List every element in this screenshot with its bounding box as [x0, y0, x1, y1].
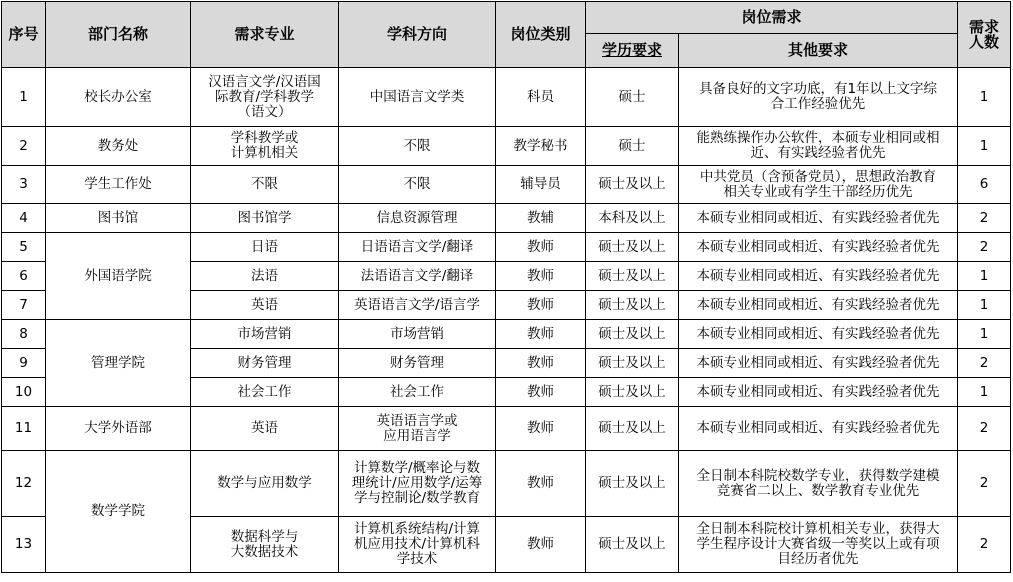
cell-seq: 13	[2, 517, 46, 573]
header-count: 需求 人数	[958, 2, 1011, 68]
cell-education: 硕士及以上	[586, 451, 679, 517]
cell-category: 教师	[496, 451, 586, 517]
cell-education: 硕士及以上	[586, 378, 679, 407]
cell-seq: 2	[2, 127, 46, 166]
cell-count: 2	[958, 407, 1011, 451]
header-seq: 序号	[2, 2, 46, 68]
cell-seq: 7	[2, 291, 46, 320]
cell-other: 本硕专业相同或相近、有实践经验者优先	[679, 320, 958, 349]
cell-seq: 5	[2, 233, 46, 262]
cell-other: 本硕专业相同或相近、有实践经验者优先	[679, 233, 958, 262]
cell-subject: 计算机系统结构/计算 机应用技术/计算机科 学技术	[339, 517, 496, 573]
header-dept: 部门名称	[46, 2, 191, 68]
cell-category: 教师	[496, 262, 586, 291]
cell-education: 硕士及以上	[586, 517, 679, 573]
cell-education: 硕士及以上	[586, 320, 679, 349]
cell-education: 硕士及以上	[586, 407, 679, 451]
cell-seq: 9	[2, 349, 46, 378]
cell-major: 财务管理	[191, 349, 339, 378]
header-education: 学历要求	[586, 34, 679, 68]
cell-count: 1	[958, 68, 1011, 127]
cell-category: 教学秘书	[496, 127, 586, 166]
cell-dept: 管理学院	[46, 320, 191, 407]
cell-other: 本硕专业相同或相近、有实践经验者优先	[679, 262, 958, 291]
table-row	[2, 127, 1011, 166]
cell-major: 日语	[191, 233, 339, 262]
cell-education: 硕士及以上	[586, 291, 679, 320]
cell-other: 本硕专业相同或相近、有实践经验者优先	[679, 407, 958, 451]
cell-major: 社会工作	[191, 378, 339, 407]
header-other: 其他要求	[679, 34, 958, 68]
cell-seq: 8	[2, 320, 46, 349]
cell-subject: 法语语言文学/翻译	[339, 262, 496, 291]
cell-major: 汉语言文学/汉语国 际教育/学科教学 （语文）	[191, 68, 339, 127]
cell-subject: 不限	[339, 166, 496, 204]
cell-other: 具备良好的文字功底，有1年以上文字综 合工作经验优先	[679, 68, 958, 127]
cell-seq: 11	[2, 407, 46, 451]
cell-other: 本硕专业相同或相近、有实践经验者优先	[679, 204, 958, 233]
header-requirement: 岗位需求	[586, 2, 958, 34]
cell-major: 英语	[191, 407, 339, 451]
cell-category: 教师	[496, 320, 586, 349]
cell-subject: 不限	[339, 127, 496, 166]
cell-education: 硕士及以上	[586, 349, 679, 378]
recruitment-table	[1, 1, 1011, 573]
cell-subject: 信息资源管理	[339, 204, 496, 233]
table-row	[2, 68, 1011, 127]
cell-seq: 10	[2, 378, 46, 407]
cell-major: 市场营销	[191, 320, 339, 349]
cell-category: 教师	[496, 349, 586, 378]
cell-major: 学科教学或 计算机相关	[191, 127, 339, 166]
cell-dept: 大学外语部	[46, 407, 191, 451]
cell-count: 1	[958, 127, 1011, 166]
table-row	[2, 204, 1011, 233]
cell-count: 1	[958, 262, 1011, 291]
cell-education: 硕士及以上	[586, 262, 679, 291]
cell-category: 教师	[496, 378, 586, 407]
cell-other: 本硕专业相同或相近、有实践经验者优先	[679, 349, 958, 378]
cell-category: 科员	[496, 68, 586, 127]
cell-subject: 计算数学/概率论与数 理统计/应用数学/运筹 学与控制论/数学教育	[339, 451, 496, 517]
cell-major: 数学与应用数学	[191, 451, 339, 517]
cell-count: 1	[958, 291, 1011, 320]
cell-count: 1	[958, 378, 1011, 407]
cell-subject: 英语语言学或 应用语言学	[339, 407, 496, 451]
cell-category: 教辅	[496, 204, 586, 233]
cell-major: 不限	[191, 166, 339, 204]
cell-subject: 市场营销	[339, 320, 496, 349]
table-row	[2, 320, 1011, 349]
cell-other: 中共党员（含预备党员），思想政治教育 相关专业或有学生干部经历优先	[679, 166, 958, 204]
cell-seq: 12	[2, 451, 46, 517]
table-row	[2, 166, 1011, 204]
table-row	[2, 451, 1011, 517]
cell-major: 英语	[191, 291, 339, 320]
header-major: 需求专业	[191, 2, 339, 68]
cell-major: 数据科学与 大数据技术	[191, 517, 339, 573]
cell-category: 教师	[496, 233, 586, 262]
cell-category: 教师	[496, 407, 586, 451]
header-row-1	[2, 2, 1011, 34]
cell-subject: 日语语言文学/翻译	[339, 233, 496, 262]
cell-other: 全日制本科院校计算机相关专业，获得大 学生程序设计大赛省级一等奖以上或有项 目经历者优先	[679, 517, 958, 573]
cell-count: 2	[958, 451, 1011, 517]
cell-subject: 财务管理	[339, 349, 496, 378]
cell-count: 2	[958, 233, 1011, 262]
cell-subject: 英语语言文学/语言学	[339, 291, 496, 320]
cell-dept: 学生工作处	[46, 166, 191, 204]
cell-count: 2	[958, 517, 1011, 573]
cell-count: 2	[958, 204, 1011, 233]
cell-dept: 数学学院	[46, 451, 191, 573]
cell-seq: 4	[2, 204, 46, 233]
cell-education: 硕士及以上	[586, 166, 679, 204]
cell-dept: 图书馆	[46, 204, 191, 233]
cell-dept: 校长办公室	[46, 68, 191, 127]
cell-category: 教师	[496, 291, 586, 320]
cell-count: 6	[958, 166, 1011, 204]
cell-seq: 3	[2, 166, 46, 204]
cell-category: 辅导员	[496, 166, 586, 204]
cell-category: 教师	[496, 517, 586, 573]
cell-education: 本科及以上	[586, 204, 679, 233]
cell-major: 图书馆学	[191, 204, 339, 233]
cell-education: 硕士	[586, 127, 679, 166]
cell-other: 能熟练操作办公软件，本硕专业相同或相 近、有实践经验者优先	[679, 127, 958, 166]
table-row	[2, 233, 1011, 262]
cell-major: 法语	[191, 262, 339, 291]
cell-subject: 中国语言文学类	[339, 68, 496, 127]
cell-seq: 1	[2, 68, 46, 127]
cell-count: 2	[958, 349, 1011, 378]
cell-other: 本硕专业相同或相近、有实践经验者优先	[679, 378, 958, 407]
cell-education: 硕士	[586, 68, 679, 127]
cell-dept: 外国语学院	[46, 233, 191, 320]
cell-count: 1	[958, 320, 1011, 349]
header-subject: 学科方向	[339, 2, 496, 68]
table-row	[2, 407, 1011, 451]
cell-subject: 社会工作	[339, 378, 496, 407]
cell-education: 硕士及以上	[586, 233, 679, 262]
header-category: 岗位类别	[496, 2, 586, 68]
cell-other: 本硕专业相同或相近、有实践经验者优先	[679, 291, 958, 320]
cell-other: 全日制本科院校数学专业，获得数学建模 竞赛省二以上、数学教育专业优先	[679, 451, 958, 517]
cell-dept: 教务处	[46, 127, 191, 166]
cell-seq: 6	[2, 262, 46, 291]
